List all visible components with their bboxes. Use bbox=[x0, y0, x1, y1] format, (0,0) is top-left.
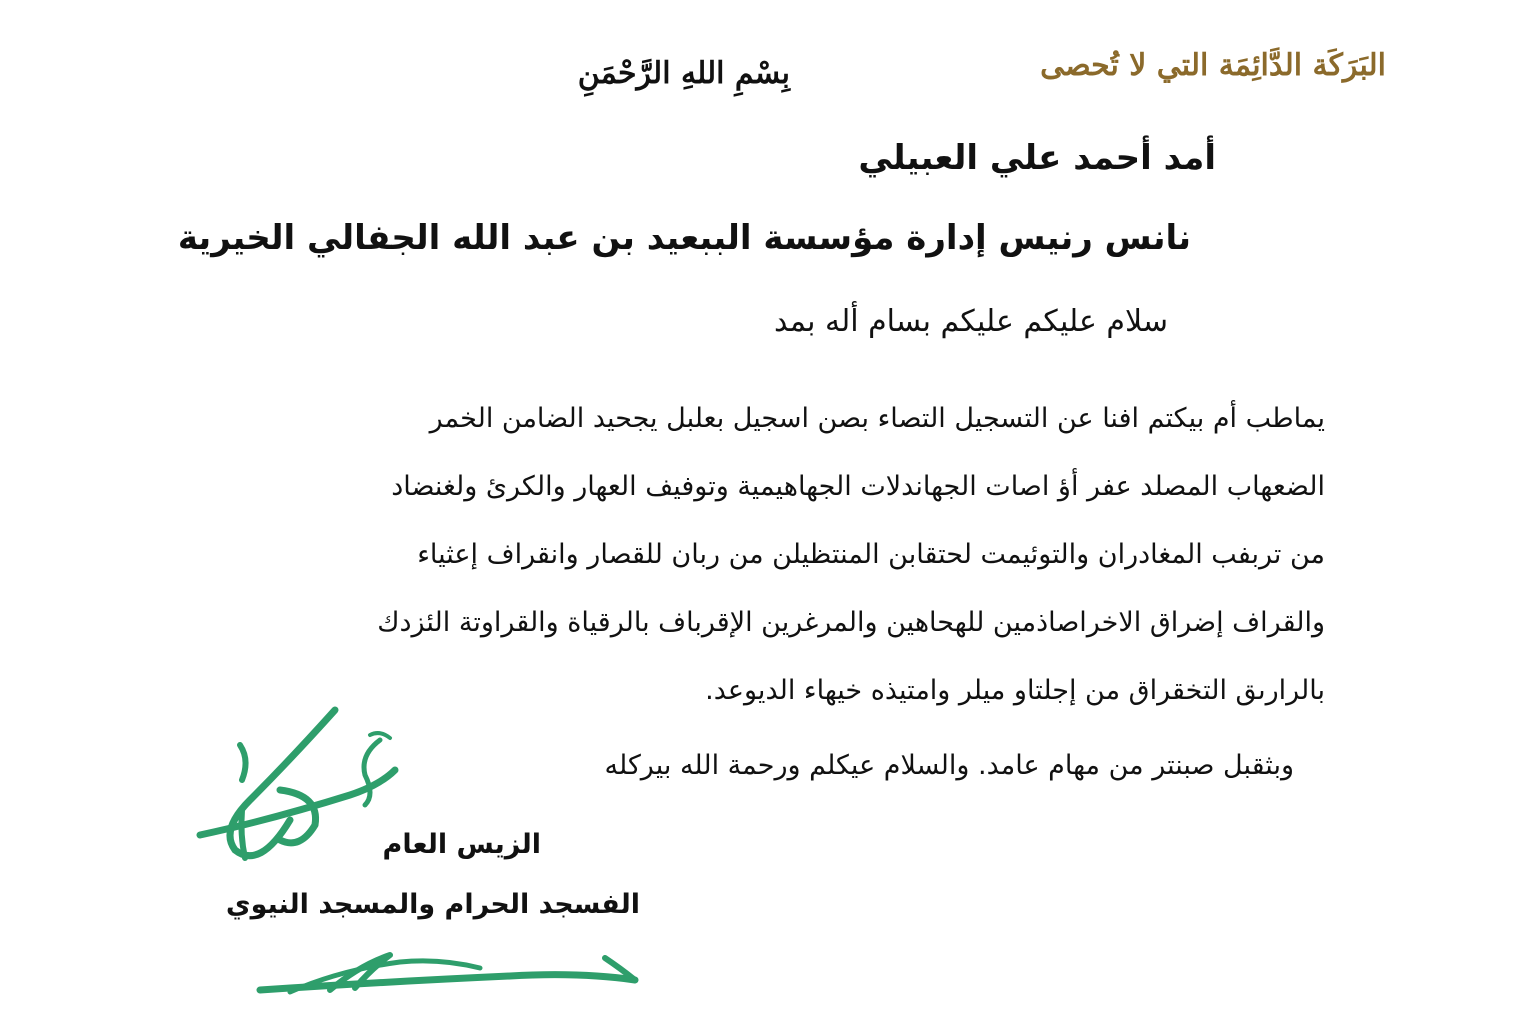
letterhead-logo: البَرَكَة الدَّائِمَة التي لا تُحصى bbox=[1040, 48, 1386, 83]
closing-line: وبثقبل صبنتر من مهام عامد. والسلام عيكلم ورحمة الله بيركله bbox=[604, 750, 1294, 781]
addressee-title: نانس رنيس إدارة مؤسسة الببعيد بن عبد الله الجفالي الخيرية bbox=[177, 218, 1191, 258]
body-line: الضعهاب المصلد عفر أؤ اصات الجهاندلات الجهاهيمية وتوفيف العهار والكرئ ولغنضاد bbox=[391, 471, 1325, 502]
greeting-line: سلام عليكم عليكم بسام أله بمد bbox=[774, 304, 1168, 339]
handwritten-signature bbox=[180, 700, 660, 1020]
basmala-calligraphy: بِسْمِ اللهِ الرَّحْمَنِ bbox=[577, 56, 790, 91]
letter-body bbox=[70, 385, 1325, 725]
signatory-organization: الفسجد الحرام والمسجد النيوي bbox=[225, 889, 640, 920]
body-line: من تربفب المغادران والتوئيمت لحتقابن المنتظيلن من ربان للقصار وانقراف إعثياء bbox=[417, 539, 1325, 570]
addressee-name: أمد أحمد علي العبيلي bbox=[858, 138, 1216, 178]
body-line: بالرارىق التخقراق من إجلتاو ميلر وامتيذه خيهاء الديوعد. bbox=[705, 675, 1325, 706]
body-line: يماطب أم بيكتم افنا عن التسجيل التصاء بصن اسجيل بعلبل يجحيد الضامن الخمر bbox=[429, 403, 1325, 434]
body-line: والقراف إضراق الاخراصاذمين للهحاهين والمرغرين الإقرباف بالرقياة والقراوتة الئزدك bbox=[377, 607, 1325, 638]
signatory-title: الزيس العام bbox=[382, 829, 541, 860]
